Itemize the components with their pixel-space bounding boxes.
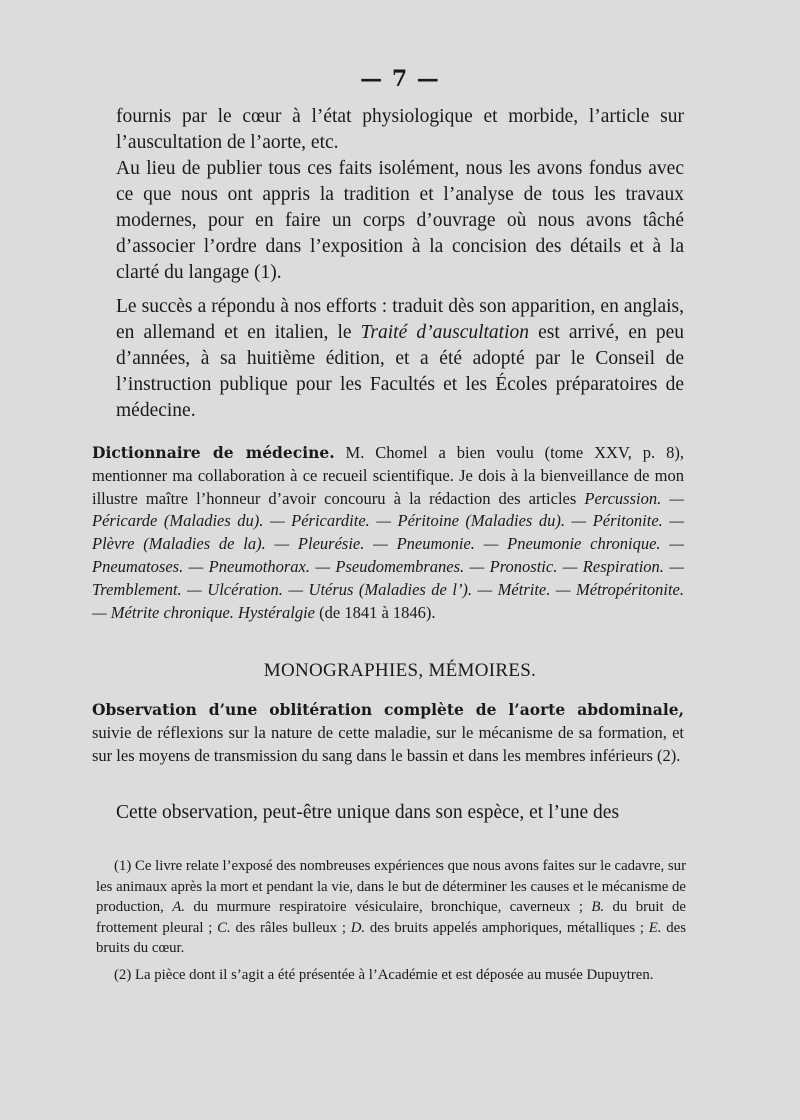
footnote-text: des bruits appelés amphoriques, métalliques ; [365, 919, 649, 936]
footnote-letter: C. [217, 919, 231, 936]
entry-heading: Dictionnaire de médecine. [92, 443, 335, 462]
entry-heading: Observation d’une oblitération complète de l’aorte abdominale, [92, 700, 684, 719]
section-title: MONOGRAPHIES, MÉMOIRES. [263, 660, 537, 681]
footnote-letter: A. [172, 899, 185, 915]
paragraph-text [116, 294, 684, 424]
paragraph-text-part: est arrivé, en peu d’années, à sa huitième édition, et a été adopté par le Conseil de l’instruction publique pour les Facultés et les Écoles préparatoires de médecine. [116, 322, 685, 421]
footnote-letter: E. [648, 919, 662, 936]
paragraph-cette-observation [116, 800, 684, 826]
entry-text: (de 1841 à 1846). [315, 602, 436, 622]
paragraph-text: fournis par le cœur à l’état physiologique et morbide, l’article sur l’auscultation de l’aorte, etc. [116, 106, 684, 153]
paragraph-text: Au lieu de publier tous ces faits isolément, nous les avons fondus avec ce que nous ont appris la tradition et l’analyse de tous les travaux modernes, pour en faire un corps d’ouvrage où nous avons tâché d’associer l’ordre dans l’exposition à la concision des détails et à la clarté du langage (1). [116, 158, 684, 283]
paragraph-text-part: Le succès a répondu à nos efforts : traduit dès son apparition, en anglais, en allemand et en italien, le [116, 296, 684, 343]
entry-observation [92, 699, 684, 767]
footnote-1 [96, 856, 686, 959]
footnote-text: du murmure respiratoire vésiculaire, bronchique, caverneux ; [184, 899, 592, 915]
footnote-text: des râles bulleux ; [230, 919, 351, 936]
footnote-letter: D. [350, 919, 366, 936]
footnote-2: (2) La pièce dont il s’agit a été présentée à l’Académie et est déposée au musée Dupuytren. [114, 966, 654, 983]
paragraph-text: Cette observation, peut-être unique dans son espèce, et l’une des [116, 802, 620, 823]
footnote-text: (1) Ce livre relate l’exposé des nombreuses expériences que nous avons faites sur le cadavre, sur les animaux après la mort et pendant la vie, dans le but de déterminer les causes et le mécanisme de production, [96, 858, 686, 915]
entry-dictionnaire [92, 442, 684, 624]
footnote-letter: B. [591, 899, 605, 915]
footnote-text: du bruit de frottement pleural ; [96, 899, 686, 936]
book-title: Traité d’auscultation [360, 322, 530, 343]
entry-text: M. Chomel a bien voulu (tome XXV, p. 8), mentionner ma collaboration à ce recueil scientifique. Je dois à la bienveillance de mon illustre maître l’honneur d’avoir concouru à la rédaction des articles [92, 443, 684, 508]
paragraph-continuation [116, 104, 684, 156]
entry-text: suivie de réflexions sur la nature de cette maladie, sur le mécanisme de sa formation, et sur les moyens de transmission du sang dans le bassin et dans les membres inférieurs (2). [92, 722, 684, 765]
paragraph-au-lieu [116, 156, 684, 286]
paragraph-succes [116, 294, 684, 424]
page-number: — 7 — [360, 66, 440, 92]
footnote-text: des bruits du cœur. [96, 919, 686, 956]
footnotes [96, 856, 686, 991]
article-list: Percussion. — Péricarde (Maladies du). — Péricardite. — Péritoine (Maladies du). — Péritonite. — Plèvre (Maladies de la). — Pleurésie. — Pneumonie. — Pneumonie chronique. — Pneumatoses. — Pneumothorax. — Pseudomembranes. — Pronostic. — Respiration. — Tremblement. — Ulcération. — Utérus (Maladies de l’). — Métrite. — Métropéritonite. — Métrite chronique. Hystéralgie [92, 488, 684, 622]
